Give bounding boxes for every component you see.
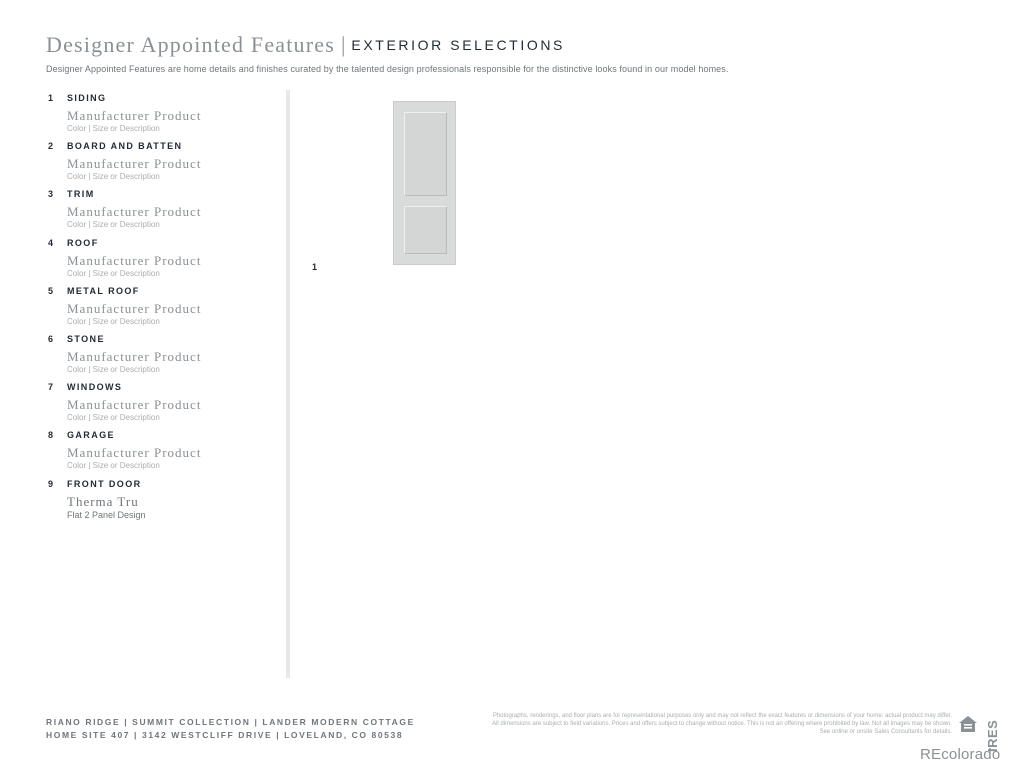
item-product: Manufacturer Product bbox=[67, 445, 202, 461]
item-number: 7 bbox=[48, 382, 55, 393]
item-label: SIDING bbox=[67, 93, 107, 103]
item-product: Manufacturer Product bbox=[67, 108, 202, 123]
item-description: Color | Size or Description bbox=[67, 364, 160, 374]
vertical-divider bbox=[286, 90, 290, 678]
item-label: ROOF bbox=[67, 237, 99, 248]
footer-disclaimer: Photographs, renderings, and floor plans are for representational purposes only and may not reflect the exact features or dimensions of your home; actual product may differ. All dimensions are subject to field variations. Prices and offers subject to change without notice. This is not an offering where prohibited by law. Not all images may be shown. See online or onsite Sales Consultants for details. bbox=[492, 713, 952, 735]
item-product: Therma Tru bbox=[67, 493, 139, 509]
list-item bbox=[48, 334, 278, 382]
section-title: EXTERIOR SELECTIONS bbox=[351, 37, 565, 53]
item-product: Manufacturer Product bbox=[67, 397, 202, 413]
list-item bbox=[48, 286, 278, 334]
item-number: 4 bbox=[48, 237, 55, 248]
item-label: STONE bbox=[67, 333, 105, 344]
item-number: 1 bbox=[48, 93, 55, 103]
item-label: WINDOWS bbox=[67, 382, 123, 393]
image-marker: 1 bbox=[312, 262, 318, 272]
front-door-image bbox=[393, 101, 456, 265]
footer-line-1: RIANO RIDGE | SUMMIT COLLECTION | LANDER MODERN COTTAGE bbox=[46, 717, 415, 727]
item-description: Flat 2 Panel Design bbox=[67, 509, 146, 520]
door-panel-bottom bbox=[404, 206, 447, 254]
footer-line-2: HOME SITE 407 | 3142 WESTCLIFF DRIVE | LOVELAND, CO 80538 bbox=[46, 730, 404, 740]
item-description: Color | Size or Description bbox=[67, 413, 160, 423]
page-header bbox=[46, 32, 1004, 74]
item-description: Color | Size or Description bbox=[67, 220, 160, 230]
item-label: METAL ROOF bbox=[67, 285, 140, 296]
item-number: 3 bbox=[48, 189, 55, 200]
equal-housing-icon bbox=[958, 714, 978, 734]
list-item bbox=[48, 189, 278, 237]
item-description: Color | Size or Description bbox=[67, 268, 160, 278]
list-item bbox=[48, 141, 278, 189]
item-number: 8 bbox=[48, 430, 55, 441]
item-label: TRIM bbox=[67, 189, 95, 200]
item-product: Manufacturer Product bbox=[67, 348, 202, 364]
list-item bbox=[48, 430, 278, 478]
footer-address bbox=[46, 716, 415, 742]
item-number: 6 bbox=[48, 333, 55, 344]
page-title: Designer Appointed Features bbox=[46, 32, 336, 57]
item-product: Manufacturer Product bbox=[67, 156, 202, 172]
page-subtitle: Designer Appointed Features are home details and finishes curated by the talented design professionals responsible for the distinctive looks found in our model homes. bbox=[46, 64, 729, 74]
list-item bbox=[48, 479, 278, 527]
item-label: GARAGE bbox=[67, 430, 115, 441]
title-line bbox=[46, 32, 1004, 58]
item-label: FRONT DOOR bbox=[67, 478, 142, 489]
item-product: Manufacturer Product bbox=[67, 204, 202, 220]
selection-list bbox=[48, 93, 278, 527]
item-number: 5 bbox=[48, 285, 55, 296]
item-description: Color | Size or Description bbox=[67, 461, 160, 471]
item-description: Color | Size or Description bbox=[67, 124, 160, 133]
item-description: Color | Size or Description bbox=[67, 316, 160, 326]
ires-logo: IRES bbox=[985, 719, 1000, 752]
door-panel-top bbox=[404, 112, 447, 196]
item-number: 9 bbox=[48, 478, 55, 489]
title-separator: | bbox=[341, 32, 346, 57]
list-item bbox=[48, 382, 278, 430]
item-number: 2 bbox=[48, 141, 55, 152]
recolorado-logo: REcolorado bbox=[920, 746, 1001, 763]
item-label: BOARD AND BATTEN bbox=[67, 141, 183, 152]
item-product: Manufacturer Product bbox=[67, 252, 202, 268]
item-product: Manufacturer Product bbox=[67, 300, 202, 316]
list-item bbox=[48, 93, 278, 141]
list-item bbox=[48, 238, 278, 286]
item-description: Color | Size or Description bbox=[67, 172, 160, 182]
